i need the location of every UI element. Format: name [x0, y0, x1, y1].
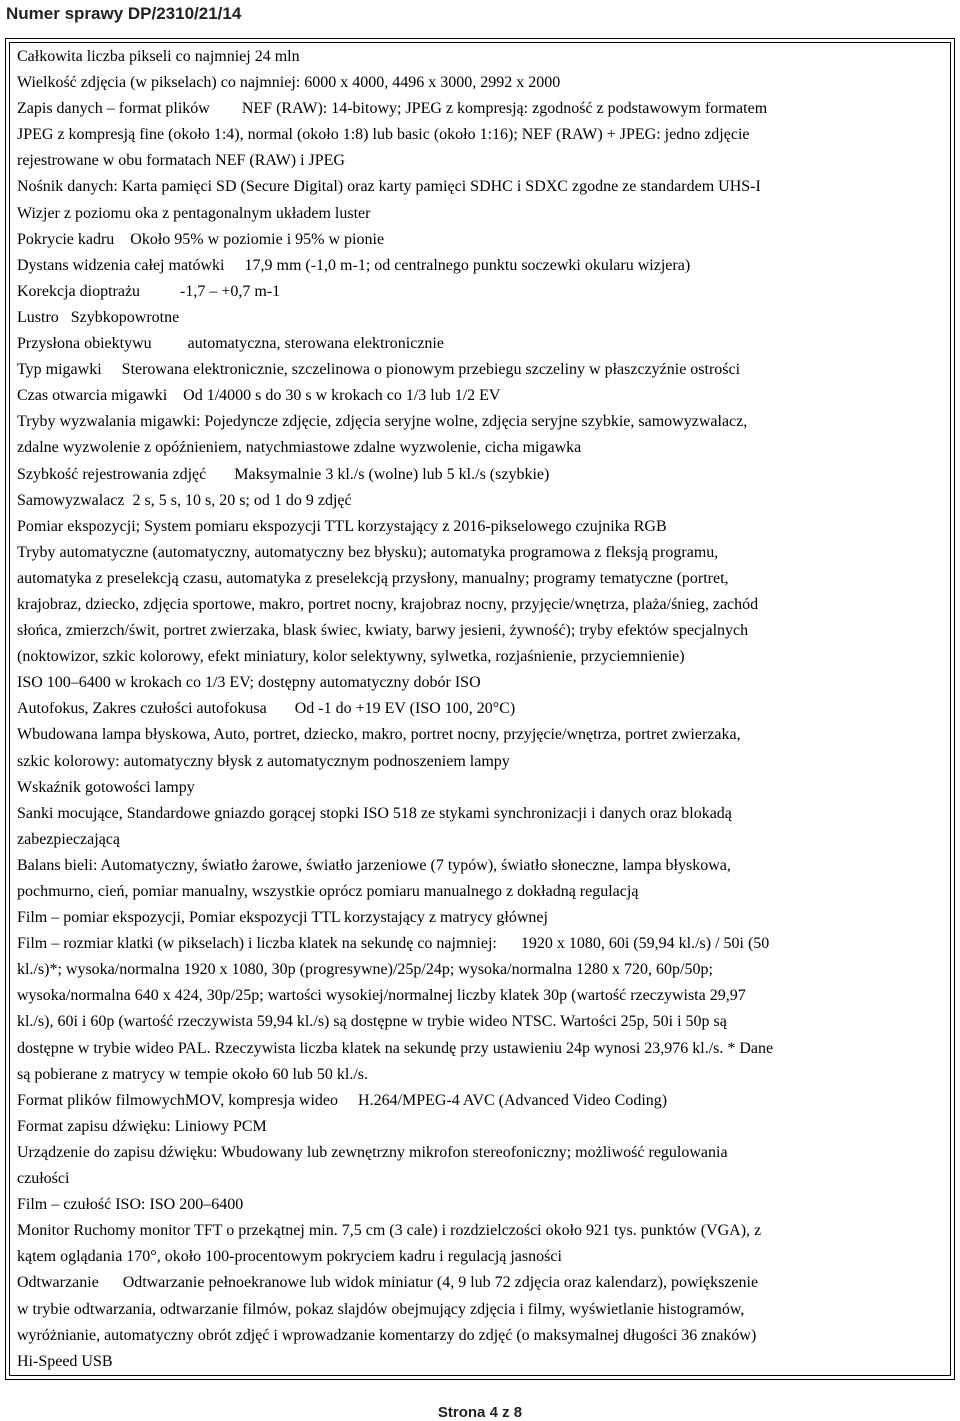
spec-line: Dystans widzenia całej matówki 17,9 mm (-1,0 m-1; od centralnego punktu soczewki okularu wizjera): [17, 256, 691, 274]
specification-text: [17, 44, 947, 1375]
spec-line: wyróżnianie, automatyczny obrót zdjęć i wprowadzanie komentarzy do zdjęć (o maksymalnej długości 36 znaków): [17, 1326, 757, 1344]
spec-line: kątem oglądania 170°, około 100-procentowym pokryciem kadru i regulacją jasności: [17, 1248, 562, 1266]
spec-line: kl./s)*; wysoka/normalna 1920 x 1080, 30p (progresywne)/25p/24p; wysoka/normalna 1280 x 720, 60p/50p;: [17, 961, 713, 979]
spec-line: JPEG z kompresją fine (około 1:4), normal (około 1:8) lub basic (około 1:16); NEF (RAW) + JPEG: jedno zdjęcie: [17, 126, 750, 144]
page-number-footer: Strona 4 z 8: [437, 1404, 523, 1421]
spec-line: dostępne w trybie wideo PAL. Rzeczywista liczba klatek na sekundę przy ustawieniu 24p wynosi 23,976 kl./s. * Dane: [17, 1039, 774, 1057]
spec-line: automatyka z preselekcją czasu, automatyka z preselekcją przysłony, manualny; programy tematyczne (portret,: [17, 569, 729, 587]
spec-line: Urządzenie do zapisu dźwięku: Wbudowany lub zewnętrzny mikrofon stereofoniczny; możliwość regulowania: [17, 1143, 728, 1161]
spec-line: (noktowizor, szkic kolorowy, efekt miniatury, kolor selektywny, sylwetka, rozjaśnienie, przyciemnienie): [17, 648, 685, 666]
spec-line: Samowyzwalacz 2 s, 5 s, 10 s, 20 s; od 1 do 9 zdjęć: [17, 491, 352, 509]
spec-line: czułości: [17, 1170, 70, 1188]
spec-line: Szybkość rejestrowania zdjęć Maksymalnie 3 kl./s (wolne) lub 5 kl./s (szybkie): [17, 465, 550, 483]
case-number-header: Numer sprawy DP/2310/21/14: [6, 4, 242, 23]
spec-line: pochmurno, cień, pomiar manualny, wszystkie oprócz pomiaru manualnego z dokładną regulacją: [17, 883, 639, 900]
spec-line: Format plików filmowychMOV, kompresja wideo H.264/MPEG-4 AVC (Advanced Video Coding): [17, 1091, 668, 1109]
spec-line: w trybie odtwarzania, odtwarzanie filmów, pokaz slajdów obejmujący zdjęcia i filmy, wyświetlanie histogramów,: [17, 1300, 745, 1318]
spec-line: krajobraz, dziecko, zdjęcia sportowe, makro, portret nocny, krajobraz nocny, przyjęcie/wnętrza, plaża/śnieg, zachód: [17, 595, 759, 613]
spec-line: rejestrowane w obu formatach NEF (RAW) i JPEG: [17, 152, 345, 170]
spec-line: Tryby wyzwalania migawki: Pojedyncze zdjęcie, zdjęcia seryjne wolne, zdjęcia seryjne szybkie, samowyzwalacz,: [17, 413, 748, 431]
spec-line: Autofokus, Zakres czułości autofokusa Od -1 do +19 EV (ISO 100, 20°C): [17, 700, 516, 718]
spec-line: Wbudowana lampa błyskowa, Auto, portret, dziecko, makro, portret nocny, przyjęcie/wnętrza, portret zwierzaka,: [17, 726, 741, 744]
spec-line: Nośnik danych: Karta pamięci SD (Secure Digital) oraz karty pamięci SDHC i SDXC zgodne ze standardem UHS-I: [17, 178, 761, 196]
spec-line: Format zapisu dźwięku: Liniowy PCM: [17, 1117, 267, 1135]
spec-line: Wskaźnik gotowości lampy: [17, 778, 195, 796]
spec-line: Przysłona obiektywu automatyczna, sterowana elektronicznie: [17, 335, 444, 353]
spec-line: wysoka/normalna 640 x 424, 30p/25p; wartości wysokiej/normalnej liczby klatek 30p (wartość rzeczywista 29,97: [17, 987, 746, 1005]
spec-line: zdalne wyzwolenie z opóźnieniem, natychmiastowe zdalne wyzwolenie, cicha migawka: [17, 439, 582, 457]
spec-line: Tryby automatyczne (automatyczny, automatyczny bez błysku); automatyka programowa z fleksją programu,: [17, 543, 719, 561]
spec-line: ISO 100–6400 w krokach co 1/3 EV; dostępny automatyczny dobór ISO: [17, 674, 481, 692]
spec-line: Pokrycie kadru Około 95% w poziomie i 95% w pionie: [17, 230, 385, 248]
spec-line: Film – pomiar ekspozycji, Pomiar ekspozycji TTL korzystający z matrycy głównej: [17, 909, 548, 927]
spec-line: Pomiar ekspozycji; System pomiaru ekspozycji TTL korzystający z 2016-pikselowego czujnika RGB: [17, 517, 667, 535]
spec-line: Wielkość zdjęcia (w pikselach) co najmniej: 6000 x 4000, 4496 x 3000, 2992 x 2000: [17, 74, 561, 92]
spec-line: Hi-Speed USB: [17, 1352, 113, 1370]
spec-line: kl./s), 60i i 60p (wartość rzeczywista 59,94 kl./s) są dostępne w trybie wideo NTSC. Wartości 25p, 50i i 50p są: [17, 1013, 727, 1031]
spec-line: Sanki mocujące, Standardowe gniazdo gorącej stopki ISO 518 ze stykami synchronizacji i danych oraz blokadą: [17, 804, 732, 822]
spec-line: Całkowita liczba pikseli co najmniej 24 mln: [17, 48, 300, 65]
spec-line: Odtwarzanie Odtwarzanie pełnoekranowe lub widok miniatur (4, 9 lub 72 zdjęcia oraz kalendarz), powiększenie: [17, 1274, 759, 1292]
spec-line: słońca, zmierzch/świt, portret zwierzaka, blask świec, kwiaty, barwy jesieni, żywność); tryby efektów specjalnych: [17, 622, 749, 640]
spec-line: zabezpieczającą: [17, 830, 121, 848]
spec-line: Balans bieli: Automatyczny, światło żarowe, światło jarzeniowe (7 typów), światło słoneczne, lampa błyskowa,: [17, 856, 731, 874]
spec-line: Monitor Ruchomy monitor TFT o przekątnej min. 7,5 cm (3 cale) i rozdzielczości około 921 tys. punktów (VGA), z: [17, 1222, 762, 1240]
spec-line: Typ migawki Sterowana elektronicznie, szczelinowa o pionowym przebiegu szczeliny w płaszczyźnie ostrości: [17, 361, 741, 379]
spec-line: Czas otwarcia migawki Od 1/4000 s do 30 s w krokach co 1/3 lub 1/2 EV: [17, 387, 501, 405]
spec-line: Zapis danych – format plików NEF (RAW): 14-bitowy; JPEG z kompresją: zgodność z podstawowym formatem: [17, 100, 768, 118]
spec-line: Korekcja dioptrażu -1,7 – +0,7 m-1: [17, 282, 281, 300]
spec-line: Wizjer z poziomu oka z pentagonalnym układem luster: [17, 204, 371, 222]
spec-line: Film – rozmiar klatki (w pikselach) i liczba klatek na sekundę co najmniej: 1920 x 1080, 60i (59,94 kl./s) / 50i (50: [17, 935, 770, 953]
spec-line: szkic kolorowy: automatyczny błysk z automatycznym podnoszeniem lampy: [17, 752, 510, 770]
spec-line: Film – czułość ISO: ISO 200–6400: [17, 1196, 244, 1214]
spec-line: Lustro Szybkopowrotne: [17, 308, 180, 326]
spec-line: są pobierane z matrycy w tempie około 60 lub 50 kl./s.: [17, 1065, 369, 1083]
